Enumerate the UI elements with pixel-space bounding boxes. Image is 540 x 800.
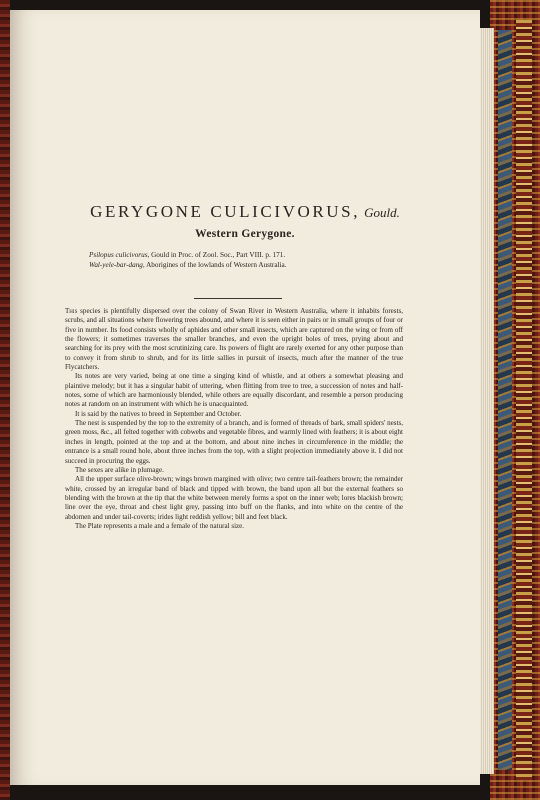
paragraph: It is said by the natives to breed in September and October.: [75, 409, 242, 418]
paragraph: All the upper surface olive-brown; wings brown margined with olive; two centre tail-feathers brown; the remainder white, crossed by an irregular band of black and tipped with brown, the band upon all but the external feathers so blending with the brown at the tip that the white between merely forms a spot on the inner web; lores blackish brown; line over the eye, throat and chest light grey, passing into buff on the flanks, and into white on the centre of the abdomen and under tail-coverts; irides light reddish yellow; bill and feet black.: [65, 475, 403, 521]
paragraph: The nest is suspended by the top to the extremity of a branch, and is formed of threads of bark, small spiders' nests, green moss, &c., all felted together with cobwebs and vegetable fibres, and warmly lined with feathers; it is about eight inches in length, pointed at the top and at the bottom, and about nine inches in circumference in the middle; the entrance is a small round hole, about three inches from the top, with a slight projection immediately above it. I did not succeed in procuring the eggs.: [65, 419, 403, 465]
marbled-endpaper: [498, 30, 512, 770]
synonymy-block: [89, 250, 429, 270]
species-name: GERYGONE CULICIVORUS,: [90, 202, 361, 221]
paragraph: Its notes are very varied, being at one time a singing kind of whistle, and at others a somewhat pleasing and plaintive melody; but it has a singular habit of uttering, when flitting from tree to tree, a succession of notes and half-notes, some of which are harmoniously blended, while others are equally discordant, and resemble a person producing notes at random on an instrument with which he is unacquainted.: [65, 372, 403, 409]
paragraph: The Plate represents a male and a female of the natural size.: [75, 521, 245, 530]
common-name: Western Gerygone.: [195, 228, 295, 240]
paragraph: This species is plentifully dispersed over the colony of Swan River in Western Australia, where it inhabits forests, scrubs, and all situations where flowering trees abound, and where it is seen either in pairs or in small groups of four or five in number. Its food consists wholly of aphides and other small insects, which are captured on the wing or from off the flowers; it sometimes traverses the smaller branches, and even the upright boles of trees, prying about and searching for its prey with the most scrutinizing care. Its powers of flight are rarely exerted for any other purpose than to convey it from shrub to shrub, and for its little sallies in pursuit of insects, much after the manner of the true Flycatchers.: [65, 307, 403, 372]
gilt-border: [516, 20, 532, 780]
synonymy-line: Psilopus culicivorus, Gould in Proc. of Zool. Soc., Part VIII. p. 171.: [89, 251, 286, 259]
page-title: [10, 202, 480, 222]
paragraph: The sexes are alike in plumage.: [75, 465, 164, 474]
left-binding: [0, 0, 10, 800]
divider-rule: [194, 298, 282, 299]
body-text: [65, 307, 403, 531]
synonymy-line: Wal-yele-bar-dang, Aborigines of the lowlands of Western Australia.: [89, 261, 287, 269]
author-name: Gould.: [364, 205, 400, 220]
book-page: [10, 10, 480, 785]
page-edges: [478, 28, 494, 774]
